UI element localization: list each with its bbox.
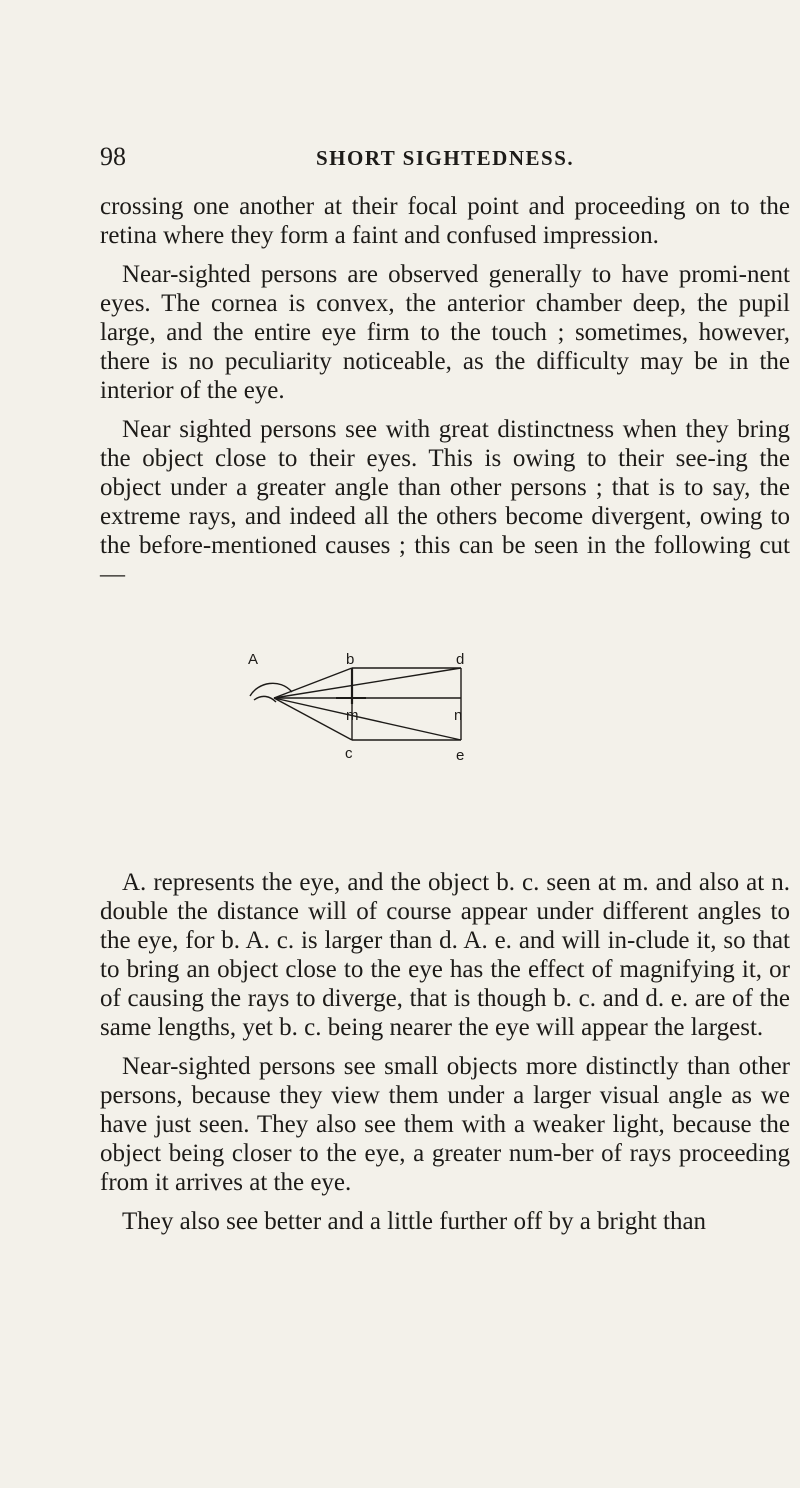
paragraph: Near sighted persons see with great distinctness when they bring the object close to their eyes. This is owing to their see-ing the object under a greater angle than other persons ; that is to say, the extreme rays, and indeed all the others become divergent, owing to the before-mentioned causes ; this can be seen in the following cut— xyxy=(100,416,790,588)
label-b: b xyxy=(346,652,355,668)
paragraph: Near-sighted persons are observed generally to have promi-nent eyes. The cornea is convex, the anterior chamber deep, the pupil large, and the entire eye firm to the touch ; sometimes, however, there is no peculiarity noticeable, as the difficulty may be in the interior of the eye. xyxy=(100,261,790,404)
page-header xyxy=(100,142,790,178)
eye-outline xyxy=(254,696,276,702)
ray-A-c xyxy=(274,698,352,740)
label-e: e xyxy=(456,747,465,764)
paragraph: A. represents the eye, and the object b. c. seen at m. and also at n. double the distance will of course appear under different angles to the eye, for b. A. c. is larger than d. A. e. and will in-clude it, so that to bring an object close to the eye has the effect of magnifying it, or of causing the rays to diverge, that is though b. c. and d. e. are of the same lengths, yet b. c. being nearer the eye will appear the largest. xyxy=(100,869,790,1041)
text-block-bottom xyxy=(100,868,790,1246)
label-n: n xyxy=(454,707,463,724)
paragraph: crossing one another at their focal point and proceeding on to the retina where they form a faint and confused impression. xyxy=(100,193,790,249)
text-block-top xyxy=(100,192,790,599)
label-A: A xyxy=(248,652,259,668)
ray-A-e xyxy=(274,698,461,740)
label-d: d xyxy=(456,652,465,668)
eye-diagram xyxy=(240,652,480,787)
running-title: SHORT SIGHTEDNESS. xyxy=(316,146,575,170)
eye-diagram-svg xyxy=(240,652,480,787)
ray-A-d xyxy=(274,668,461,698)
label-m: m xyxy=(346,707,359,724)
paragraph: They also see better and a little further off by a bright than xyxy=(122,1208,707,1235)
ray-A-b xyxy=(274,668,352,698)
label-c: c xyxy=(345,745,353,762)
paragraph: Near-sighted persons see small objects more distinctly than other persons, because they view them under a larger visual angle as we have just seen. They also see them with a weaker light, because the object being closer to the eye, a greater num-ber of rays proceeding from it arrives at the eye. xyxy=(100,1053,790,1196)
page-number: 98 xyxy=(100,142,126,171)
